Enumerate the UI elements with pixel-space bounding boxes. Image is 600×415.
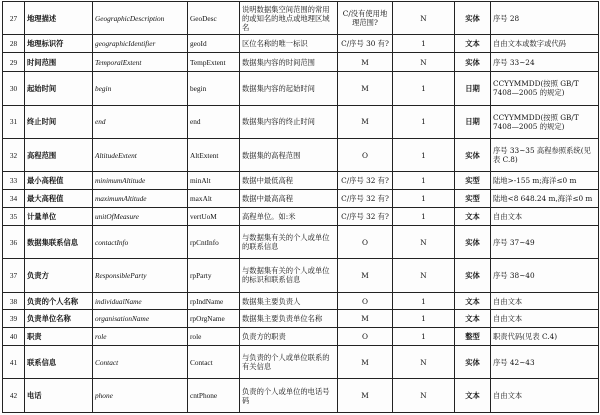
domain: 序号 42~43	[491, 346, 599, 379]
obligation: M	[338, 379, 393, 413]
table-row	[3, 2, 599, 35]
element-name-en: Contact	[93, 346, 188, 379]
obligation: M	[338, 72, 393, 105]
definition: 与负责的个人或单位联系的有关信息	[240, 346, 338, 379]
obligation: M	[338, 53, 393, 72]
element-name-cn: 负责方	[25, 259, 93, 292]
element-name-en: role	[93, 328, 188, 346]
row-number: 37	[3, 259, 25, 292]
max-occurrence: 1	[393, 292, 455, 310]
short-name: TempExtent	[188, 53, 240, 72]
table-row	[3, 379, 599, 413]
max-occurrence: 1	[393, 328, 455, 346]
short-name: role	[188, 328, 240, 346]
short-name: maxAlt	[188, 190, 240, 208]
table-row	[3, 72, 599, 105]
domain: 自由文本	[491, 379, 599, 413]
definition: 区位名称的唯一标识	[240, 35, 338, 53]
short-name: cntPhone	[188, 379, 240, 413]
domain: 职责代码(见表 C.4)	[491, 328, 599, 346]
table-row	[3, 105, 599, 138]
table-row	[3, 310, 599, 328]
table-row	[3, 35, 599, 53]
short-name: rpOrgName	[188, 310, 240, 328]
definition: 数据中最低高程	[240, 172, 338, 190]
max-occurrence: 1	[393, 35, 455, 53]
short-name: rpParty	[188, 259, 240, 292]
data-type: 文本	[455, 310, 491, 328]
data-type: 文本	[455, 35, 491, 53]
table-row	[3, 292, 599, 310]
max-occurrence: N	[393, 225, 455, 258]
row-number: 38	[3, 292, 25, 310]
domain: 序号 28	[491, 2, 599, 35]
row-number: 41	[3, 346, 25, 379]
element-name-en: individualName	[93, 292, 188, 310]
definition: 负责的个人或单位的电话号码	[240, 379, 338, 413]
max-occurrence: N	[393, 379, 455, 413]
data-type: 文本	[455, 207, 491, 225]
data-type: 日期	[455, 72, 491, 105]
short-name: AltExtent	[188, 138, 240, 171]
row-number: 27	[3, 2, 25, 35]
definition: 与数据集有关的个人或单位的联系信息	[240, 225, 338, 258]
domain: 自由文本	[491, 207, 599, 225]
row-number: 33	[3, 172, 25, 190]
max-occurrence: 1	[393, 138, 455, 171]
domain: 陆地<8 648.24 m,海洋≤0 m	[491, 190, 599, 208]
element-name-cn: 联系信息	[25, 346, 93, 379]
metadata-table	[2, 1, 599, 413]
definition: 数据集内容的时间范围	[240, 53, 338, 72]
data-type: 实体	[455, 53, 491, 72]
row-number: 32	[3, 138, 25, 171]
domain: 陆地>-155 m;海洋≤0 m	[491, 172, 599, 190]
obligation: C/序号 32 有?	[338, 207, 393, 225]
element-name-cn: 电话	[25, 379, 93, 413]
domain: 自由文本或数字或代码	[491, 35, 599, 53]
short-name: rpIndName	[188, 292, 240, 310]
domain: 序号 38~40	[491, 259, 599, 292]
row-number: 30	[3, 72, 25, 105]
element-name-en: end	[93, 105, 188, 138]
table-row	[3, 207, 599, 225]
max-occurrence: 1	[393, 72, 455, 105]
element-name-cn: 地理标识符	[25, 35, 93, 53]
domain: 序号 33~24	[491, 53, 599, 72]
data-type: 实型	[455, 190, 491, 208]
table-row	[3, 138, 599, 171]
data-type: 整型	[455, 328, 491, 346]
row-number: 31	[3, 105, 25, 138]
short-name: geoId	[188, 35, 240, 53]
table-row	[3, 190, 599, 208]
element-name-en: organisationName	[93, 310, 188, 328]
max-occurrence: 1	[393, 172, 455, 190]
definition: 数据集的高程范围	[240, 138, 338, 171]
short-name: Contact	[188, 346, 240, 379]
data-type: 文本	[455, 292, 491, 310]
obligation: O	[338, 225, 393, 258]
obligation: M	[338, 310, 393, 328]
short-name: end	[188, 105, 240, 138]
short-name: vertUoM	[188, 207, 240, 225]
domain: 序号 33~35 高程参照系统(见表 C.8)	[491, 138, 599, 171]
obligation: C/序号 32 有?	[338, 190, 393, 208]
row-number: 40	[3, 328, 25, 346]
domain: 序号 37~49	[491, 225, 599, 258]
short-name: minAlt	[188, 172, 240, 190]
domain: CCYYMMDD(按照 GB/T 7408—2005 的规定)	[491, 72, 599, 105]
obligation: C/序号 32 有?	[338, 172, 393, 190]
row-number: 36	[3, 225, 25, 258]
domain: 自由文本	[491, 292, 599, 310]
short-name: GeoDesc	[188, 2, 240, 35]
table-row	[3, 346, 599, 379]
short-name: begin	[188, 72, 240, 105]
obligation: M	[338, 259, 393, 292]
row-number: 35	[3, 207, 25, 225]
definition: 数据集内容的起始时间	[240, 72, 338, 105]
data-type: 实体	[455, 2, 491, 35]
element-name-cn: 最小高程值	[25, 172, 93, 190]
element-name-en: TemporalExtent	[93, 53, 188, 72]
element-name-en: begin	[93, 72, 188, 105]
obligation: C/没有使用地理范围?	[338, 2, 393, 35]
row-number: 28	[3, 35, 25, 53]
element-name-cn: 终止时间	[25, 105, 93, 138]
table-row	[3, 172, 599, 190]
definition: 说明数据集空间范围的常用的或知名的地点或地理区域名	[240, 2, 338, 35]
domain: CCYYMMDD(按照 GB/T 7408—2005 的规定)	[491, 105, 599, 138]
definition: 与数据集有关的个人或单位的标识和联系信息	[240, 259, 338, 292]
definition: 数据中最高高程	[240, 190, 338, 208]
element-name-cn: 负责的个人名称	[25, 292, 93, 310]
definition: 数据集主要负责单位名称	[240, 310, 338, 328]
definition: 高程单位。如:米	[240, 207, 338, 225]
data-type: 日期	[455, 105, 491, 138]
element-name-cn: 负责单位名称	[25, 310, 93, 328]
element-name-cn: 数据集联系信息	[25, 225, 93, 258]
element-name-cn: 时间范围	[25, 53, 93, 72]
row-number: 42	[3, 379, 25, 413]
element-name-cn: 最大高程值	[25, 190, 93, 208]
element-name-en: AltitudeExtent	[93, 138, 188, 171]
obligation: O	[338, 138, 393, 171]
max-occurrence: 1	[393, 310, 455, 328]
row-number: 39	[3, 310, 25, 328]
definition: 负责方的职责	[240, 328, 338, 346]
element-name-en: contactInfo	[93, 225, 188, 258]
obligation: M	[338, 346, 393, 379]
short-name: rpCntInfo	[188, 225, 240, 258]
max-occurrence: N	[393, 346, 455, 379]
data-type: 实体	[455, 225, 491, 258]
max-occurrence: N	[393, 53, 455, 72]
element-name-en: ResponsibleParty	[93, 259, 188, 292]
data-type: 实体	[455, 346, 491, 379]
obligation: M	[338, 105, 393, 138]
row-number: 29	[3, 53, 25, 72]
max-occurrence: N	[393, 259, 455, 292]
max-occurrence: 1	[393, 207, 455, 225]
table-row	[3, 225, 599, 258]
definition: 数据集主要负责人	[240, 292, 338, 310]
domain: 自由文本	[491, 310, 599, 328]
definition: 数据集内容的终止时间	[240, 105, 338, 138]
data-type: 文本	[455, 379, 491, 413]
obligation: O	[338, 328, 393, 346]
obligation: C/序号 30 有?	[338, 35, 393, 53]
max-occurrence: 1	[393, 190, 455, 208]
table-row	[3, 259, 599, 292]
element-name-en: maximumAltitude	[93, 190, 188, 208]
element-name-cn: 职责	[25, 328, 93, 346]
element-name-en: GeographicDescription	[93, 2, 188, 35]
data-type: 实体	[455, 259, 491, 292]
data-type: 实体	[455, 138, 491, 171]
element-name-cn: 起始时间	[25, 72, 93, 105]
element-name-cn: 计量单位	[25, 207, 93, 225]
element-name-en: phone	[93, 379, 188, 413]
table-row	[3, 328, 599, 346]
row-number: 34	[3, 190, 25, 208]
data-type: 实型	[455, 172, 491, 190]
element-name-en: minimumAltitude	[93, 172, 188, 190]
element-name-cn: 地理描述	[25, 2, 93, 35]
element-name-en: unitOfMeasure	[93, 207, 188, 225]
table-row	[3, 53, 599, 72]
max-occurrence: N	[393, 2, 455, 35]
element-name-cn: 高程范围	[25, 138, 93, 171]
max-occurrence: 1	[393, 105, 455, 138]
element-name-en: geographicIdentifier	[93, 35, 188, 53]
obligation: O	[338, 292, 393, 310]
